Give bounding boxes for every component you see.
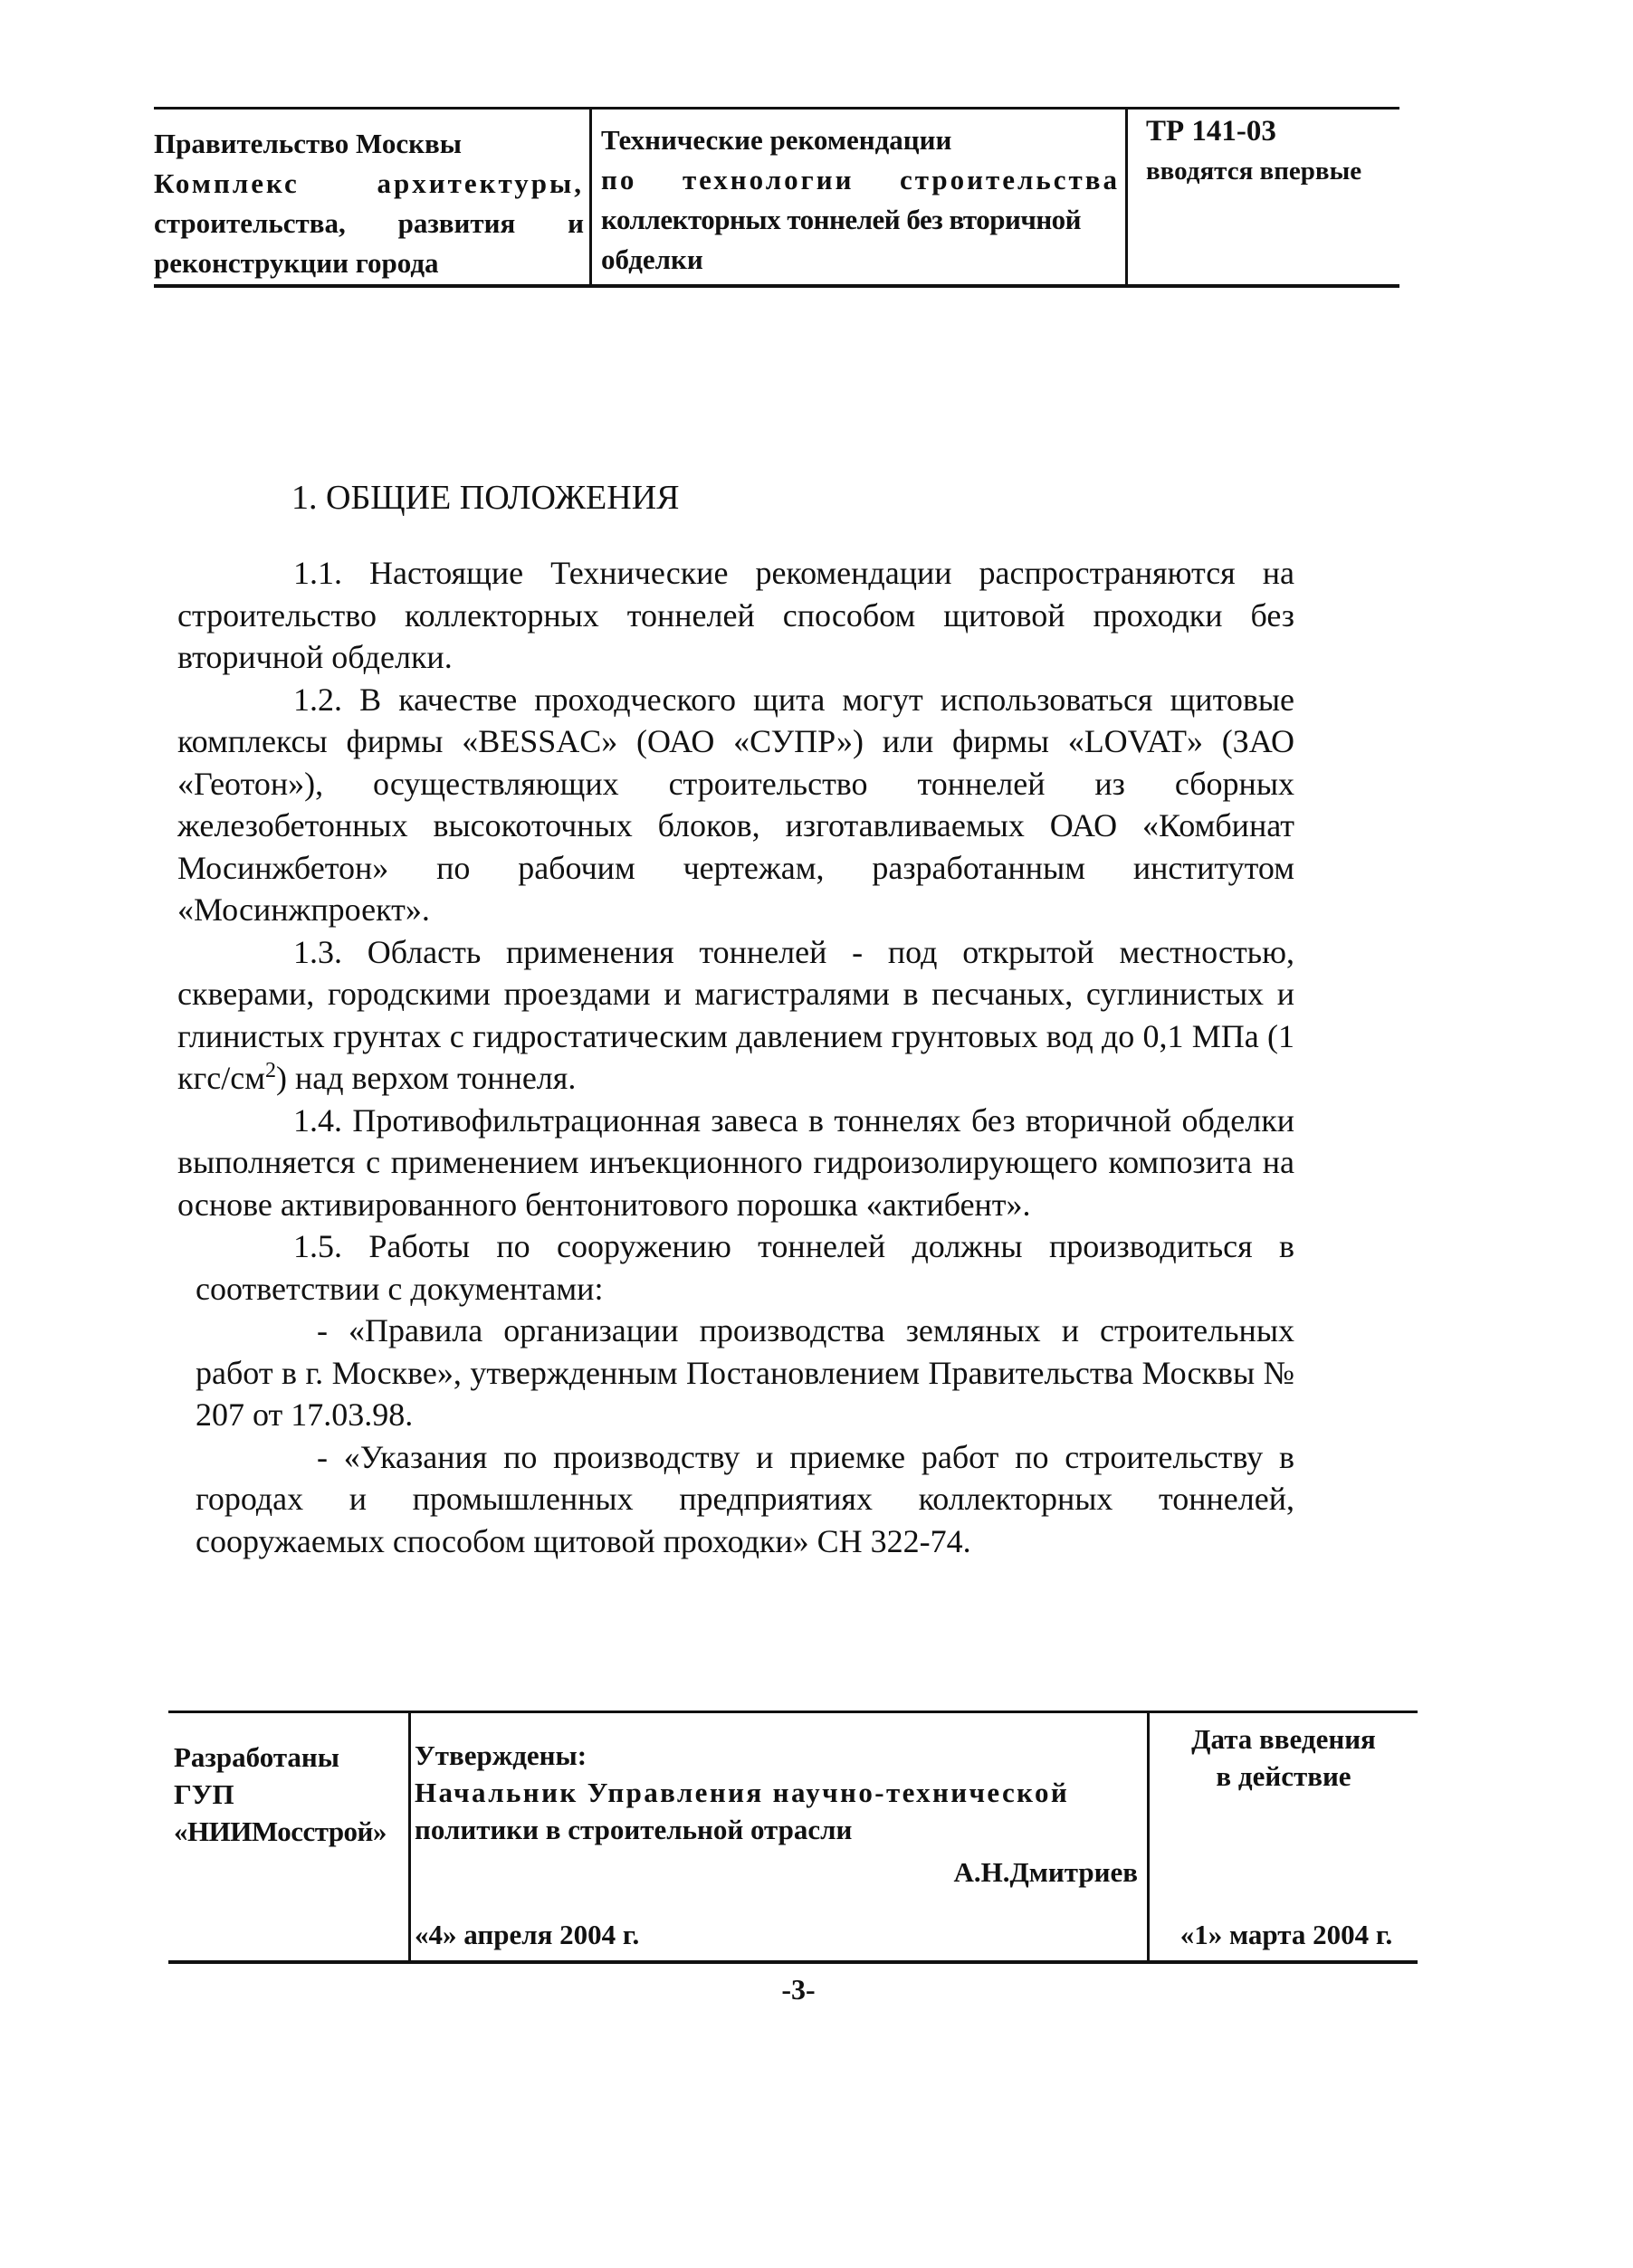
doc-title-line: обделки (601, 243, 703, 275)
approval-table (168, 1711, 1418, 1964)
effective-label: Дата введения (1191, 1723, 1376, 1755)
doc-title-line: коллекторных тоннелей без вторичной (601, 204, 1082, 235)
effective-label: в действие (1216, 1760, 1351, 1792)
doc-title-line: по технологии строительства (601, 164, 1120, 195)
developer-line: ГУП (174, 1778, 234, 1810)
paragraph-1-3-tail: ) над верхом тоннеля. (276, 1060, 577, 1096)
header-organization-cell (154, 110, 592, 284)
paragraph-1-5-block (177, 1225, 1294, 1562)
paragraph-1-3-text: 1.3. Область применения тоннелей - под открытой местностью, скверами, городскими проездами и магистралями в песчаных, суглинистых и глинистых грунтах с гидростатическим давлением грунтовых вод до 0,1 МПа (1 кгс/см (177, 933, 1294, 1096)
developer-line: «НИИМосстрой» (174, 1815, 387, 1847)
page-number: -3- (781, 1973, 816, 2006)
section-title: 1. ОБЩИЕ ПОЛОЖЕНИЯ (291, 479, 680, 517)
org-line: строительства, развития и (154, 207, 584, 239)
effective-date: «1» марта 2004 г. (1179, 1919, 1393, 1950)
header-table (154, 107, 1399, 288)
superscript: 2 (265, 1059, 276, 1082)
approver-position: Начальник Управления научно-технической (415, 1777, 1070, 1808)
developer-line: Разработаны (174, 1741, 339, 1773)
doc-code-note: вводятся впервые (1146, 157, 1362, 186)
doc-code: ТР 141-03 (1146, 115, 1276, 148)
approver-name: А.Н.Дмитриев (953, 1856, 1138, 1888)
org-line: Правительство Москвы (154, 128, 462, 159)
org-line: реконструкции города (154, 247, 439, 279)
paragraph-1-2: 1.2. В качестве проходческого щита могут использоваться щитовые комплексы фирмы «BESSAC» (ОАО «СУПР») или фирмы «LOVAT» (ЗАО «Геотон»), осуществляющих строительство тоннелей из сборных железобетонных высокоточных блоков, изготавливаемых ОАО «Комбинат Мосинжбетон» по рабочим чертежам, разработанным институтом «Мосинжпроект». (177, 681, 1294, 928)
approver-position: политики в строительной отрасли (415, 1814, 853, 1845)
document-list-item: - «Правила организации производства земляных и строительных работ в г. Москве», утвержденным Постановлением Правительства Москвы № 207 от 17.03.98. (196, 1312, 1294, 1433)
paragraph-1-3 (177, 931, 1294, 1100)
approved-label: Утверждены: (415, 1739, 587, 1771)
section-body (177, 552, 1294, 1562)
paragraph-1-4: 1.4. Противофильтрационная завеса в тоннелях без вторичной обделки выполняется с применением инъекционного гидроизолирующего композита на основе активированного бентонитового порошка «актибент». (177, 1101, 1294, 1223)
approval-cell (411, 1713, 1150, 1960)
document-list-item: - «Указания по производству и приемке работ по строительству в городах и промышленных предприятиях коллекторных тоннелей, сооружаемых способом щитовой проходки» СН 322-74. (196, 1438, 1294, 1559)
org-line: Комплекс архитектуры, (154, 167, 584, 199)
approved-date: «4» апреля 2004 г. (415, 1919, 640, 1950)
header-code-cell (1128, 110, 1399, 284)
developer-cell (168, 1713, 411, 1960)
doc-title-line: Технические рекомендации (601, 124, 952, 156)
paragraph-1-5: 1.5. Работы по сооружению тоннелей должны производиться в соответствии с документами: (196, 1228, 1294, 1307)
paragraph-1-1: 1.1. Настоящие Технические рекомендации распространяются на строительство коллекторных тоннелей способом щитовой проходки без вторичной обделки. (177, 555, 1294, 675)
header-title-cell (592, 110, 1128, 284)
effective-date-cell (1150, 1713, 1418, 1960)
